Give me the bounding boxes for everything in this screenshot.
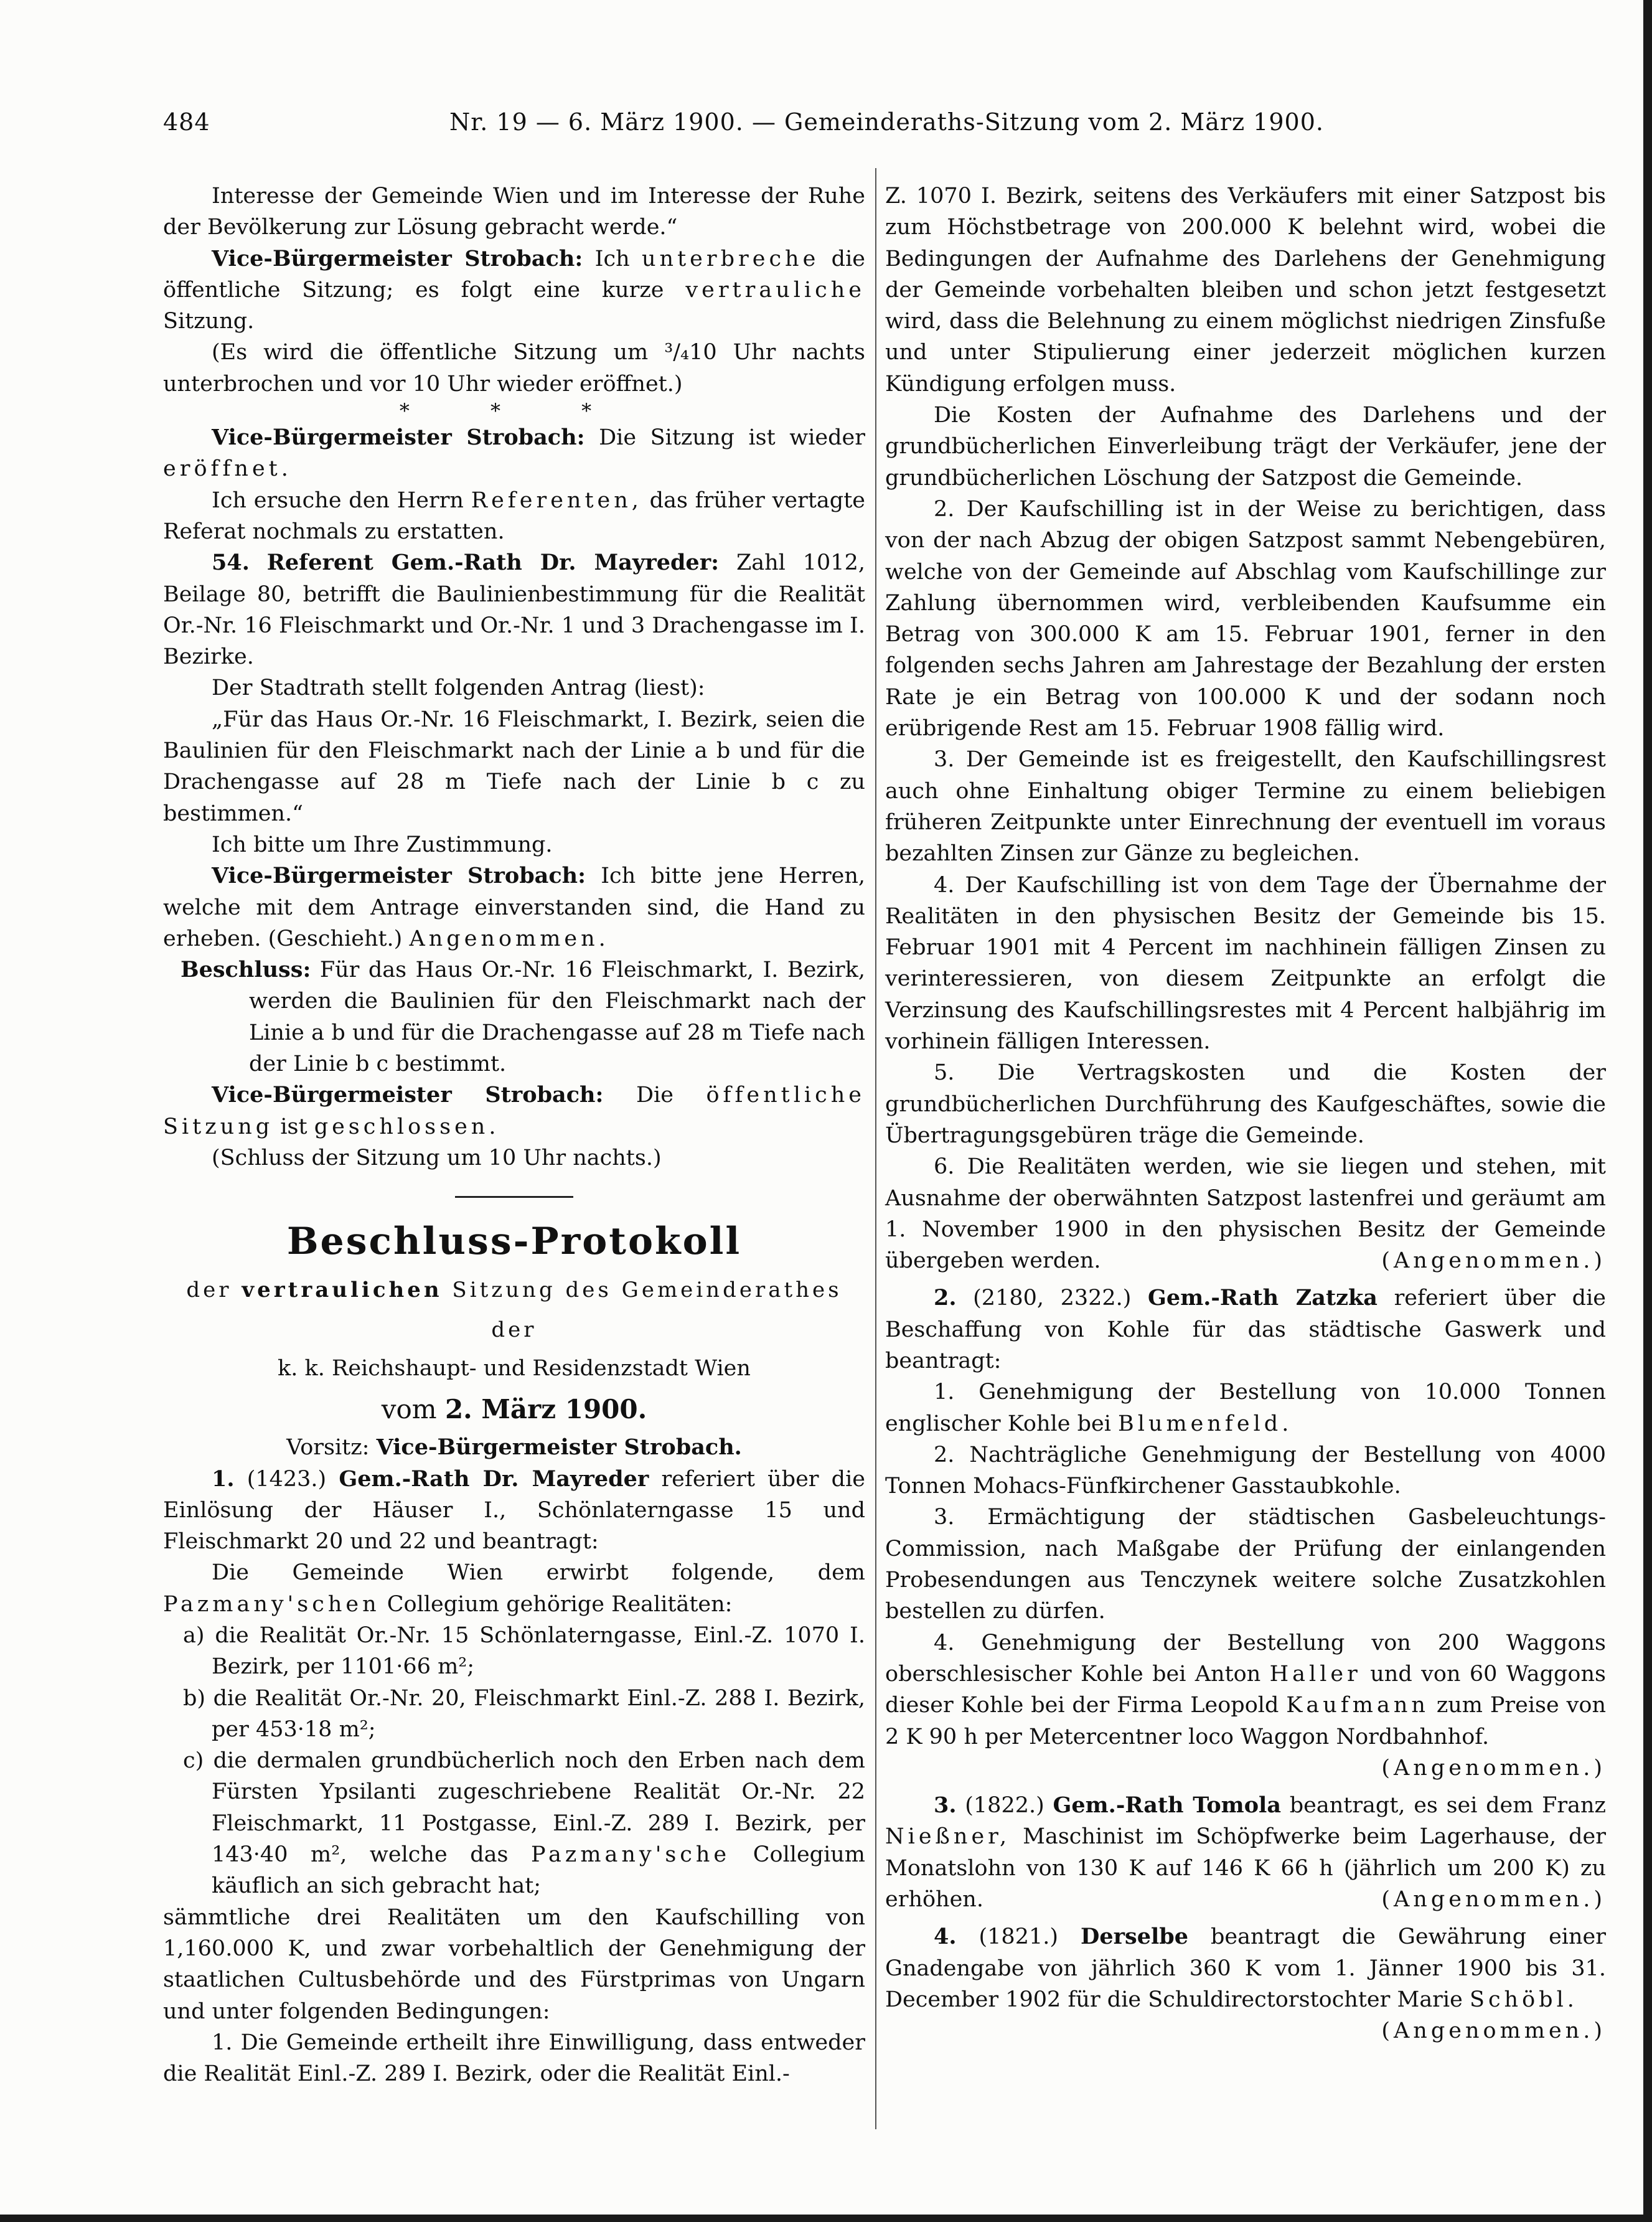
text: Ich bitte jene Herren, welche mit dem Antrage einverstanden sind, die Hand zu erheben. (Geschieht.): [163, 864, 865, 951]
running-header: [163, 100, 1324, 137]
spaced-text: Haller: [1269, 1661, 1361, 1687]
item-number: 1.: [212, 1466, 235, 1492]
paragraph: Ich bitte um Ihre Zustimmung.: [212, 832, 553, 857]
text: Sitzung.: [163, 309, 255, 334]
paragraph: 4. Der Kaufschilling ist von dem Tage der Übernahme der Realitäten in den physischen Besitz der Gemeinde bis 15. Februar 1901 mit 4 Percent im nachhinein fälligen Zinsen zu verinteressieren, von diesem Zeitpunkte an erfolgt die Verzinsung des Kaufschillingsrestes mit 4 Percent halbjährig im vorhinein fälligen Interessen.: [885, 872, 1606, 1055]
spaced-text: eröffnet.: [163, 456, 292, 482]
text: ist: [280, 1114, 307, 1139]
section-rule: [455, 1196, 573, 1198]
chair-line: [163, 1432, 865, 1463]
page-number: 484: [163, 108, 210, 136]
paragraph: [163, 860, 865, 954]
spaced-text: Referenten,: [471, 487, 642, 513]
paragraph: [885, 1627, 1606, 1753]
protocol-date: [163, 1387, 865, 1432]
resolution-paragraph: [163, 954, 865, 1080]
spaced-text: Kaufmann: [1286, 1693, 1429, 1718]
spaced-text: vertraulichen: [242, 1278, 443, 1303]
paragraph: 3. Der Gemeinde ist es freigestellt, den Kaufschillingsrest auch ohne Einhaltung obiger Termine zu einem beliebigen früheren Zeitpunkte unter Einrechnung der eventuell im voraus bezahlten Zinsen zur Gänze zu begleichen.: [885, 747, 1606, 867]
speaker: Vice-Bürgermeister Strobach:: [212, 863, 586, 889]
paragraph: „Für das Haus Or.-Nr. 16 Fleischmarkt, I. Bezirk, seien die Baulinien für den Fleischmarkt nach der Linie a b und für die Drachengasse auf 28 m Tiefe nach der Linie b c zu bestimmen.“: [163, 707, 865, 826]
agenda-item: [885, 1283, 1606, 1377]
paragraph: 2. Der Kaufschilling ist in der Weise zu berichtigen, dass von der nach Abzug der obigen Satzpost sammt Nebengebüren, welche von der Gemeinde auf Abschlag vom Kaufschillinge zur Zahlung übernommen wird, verbleibenden Kaufsumme ein Betrag von 300.000 K am 15. Februar 1901, ferner in den folgenden sechs Jahren am Jahrestage der Bezahlung der ersten Rate je ein Betrag von 100.000 K und der sodann noch erübrigende Rest am 15. Februar 1908 fällig wird.: [885, 496, 1606, 741]
text: 6. Die Realitäten werden, wie sie liegen und stehen, mit Ausnahme der oberwähnten Satzpost lastenfrei und geräumt am 1. November 1900 in den physischen Besitz der Gemeinde übergeben werden.: [885, 1154, 1606, 1274]
text: Vorsitz:: [286, 1435, 370, 1461]
speaker: Vice-Bürgermeister Strobach:: [212, 425, 585, 451]
text: Ich: [594, 246, 630, 271]
agenda-item: [885, 1921, 1606, 2015]
text: vom: [381, 1394, 437, 1425]
speaker: Vice-Bürgermeister Strobach:: [212, 1082, 604, 1108]
spaced-text: Blumenfeld.: [1118, 1411, 1293, 1436]
result-label: (Angenommen.): [1381, 2018, 1606, 2044]
right-column: [885, 181, 1606, 2047]
spaced-text: Angenommen.: [409, 926, 609, 951]
result-label: (Angenommen.): [1381, 1248, 1606, 1274]
text: Maschinist im Schöpfwerke beim Lagerhause, der Monatslohn von 130 K auf 146 K 66 h (jährlich um 200 K) zu erhöhen.: [885, 1824, 1606, 1913]
section-stars: * * *: [399, 399, 629, 423]
item-ref: (1423.): [246, 1466, 327, 1492]
text: und von 60 Waggons dieser Kohle bei der Firma Leopold: [885, 1661, 1606, 1718]
item-number: 3.: [934, 1792, 957, 1819]
paragraph: (Es wird die öffentliche Sitzung um ³/₄10 Uhr nachts unterbrochen und vor 10 Uhr wieder eröffnet.): [163, 340, 865, 397]
paragraph: [885, 1151, 1606, 1276]
result-label: (Angenommen.): [1381, 1755, 1606, 1781]
spaced-text: Schöbl.: [1469, 1987, 1578, 2012]
spacer: [885, 1276, 1606, 1283]
item-number: 2.: [934, 1285, 957, 1311]
result-label: (Angenommen.): [1381, 1887, 1606, 1913]
speaker: Vice-Bürgermeister Strobach:: [212, 245, 583, 271]
paragraph: [885, 2015, 1606, 2046]
text: referiert über die Einlösung der Häuser I., Schönlaterngasse 15 und Fleischmarkt 20 und 22 und beantragt:: [163, 1466, 865, 1555]
spaced-text: öffentliche Sitzung: [163, 1083, 865, 1139]
paragraph: [163, 243, 865, 337]
list-item: b) die Realität Or.-Nr. 20, Fleischmarkt Einl.-Z. 288 I. Bezirk, per 453·18 m²;: [183, 1685, 865, 1742]
item-ref: (1822.): [965, 1793, 1044, 1819]
left-column: [163, 181, 865, 2089]
list-item: [163, 1745, 865, 1901]
text: Collegium gehörige Realitäten:: [387, 1591, 733, 1617]
text: c) die dermalen grundbücherlich noch den Erben nach dem Fürsten Ypsilanti zugeschriebene Realität Or.-Nr. 22 Fleischmarkt, 11 Postgasse, Einl.-Z. 289 I. Bezirk, per 143·40 m², welche das: [183, 1748, 865, 1868]
chair-name: Vice-Bürgermeister Strobach.: [376, 1434, 742, 1461]
running-title: Nr. 19 — 6. März 1900. — Gemeinderaths-Sitzung vom 2. März 1900.: [449, 108, 1324, 136]
spaced-text: vertrauliche: [685, 277, 865, 303]
paragraph: Die Kosten der Aufnahme des Darlehens und der grundbücherlichen Einverleibung trägt der Verkäufer, jene der grundbücherlichen Löschung der Satzpost die Gemeinde.: [885, 403, 1606, 491]
speaker: Referent Gem.-Rath Dr. Mayreder:: [266, 550, 720, 576]
paragraph: [163, 485, 865, 548]
paragraph: 2. Nachträgliche Genehmigung der Bestellung von 4000 Tonnen Mohacs-Fünfkirchener Gasstaubkohle.: [885, 1442, 1606, 1499]
text: Die Gemeinde Wien erwirbt folgende, dem: [212, 1560, 865, 1586]
text: Sitzung des Gemeinderathes der: [452, 1278, 842, 1343]
text: 4. Genehmigung der Bestellung von 200 Waggons oberschlesischer Kohle bei Anton: [885, 1630, 1606, 1687]
spaced-text: Nießner,: [885, 1824, 1011, 1850]
spaced-text: unterbreche: [642, 246, 820, 271]
paragraph: Interesse der Gemeinde Wien und im Interesse der Ruhe der Bevölkerung zur Lösung gebracht werde.“: [163, 184, 865, 240]
speaker: Gem.-Rath Zatzka: [1148, 1285, 1377, 1311]
spaced-text: geschlossen.: [314, 1114, 500, 1139]
paragraph: sämmtliche drei Realitäten um den Kaufschilling von 1,160.000 K, und zwar vorbehaltlich der Genehmigung der staatlichen Cultusbehörde und des Fürstprimas von Ungarn und unter folgenden Bedingungen:: [163, 1904, 865, 2024]
text: Die: [636, 1083, 673, 1108]
paragraph: [163, 422, 865, 485]
agenda-item: [885, 1790, 1606, 1915]
text: der: [186, 1278, 232, 1303]
paragraph: 5. Die Vertragskosten und die Kosten der grundbücherlichen Durchführung des Kaufgeschäftes, sowie die Übertragungsgebüren träge die Gemeinde.: [885, 1060, 1606, 1148]
text: 1. Genehmigung der Bestellung von 10.000 Tonnen englischer Kohle bei: [885, 1380, 1606, 1436]
item-ref: (2180, 2322.): [973, 1286, 1132, 1311]
text: beantragt, es sei dem Franz: [1289, 1793, 1606, 1819]
text: referiert über die Beschaffung von Kohle für das städtische Gaswerk und beantragt:: [885, 1286, 1606, 1373]
text: Für das Haus Or.-Nr. 16 Fleischmarkt, I. Bezirk, werden die Baulinien für den Fleischmarkt nach der Linie a b und für die Drachengasse auf 28 m Tiefe nach der Linie b c bestimmt.: [249, 958, 865, 1077]
speaker: Gem.-Rath Tomola: [1053, 1792, 1282, 1819]
list-item: a) die Realität Or.-Nr. 15 Schönlaterngasse, Einl.-Z. 1070 I. Bezirk, per 1101·66 m²;: [183, 1622, 865, 1680]
protocol-title: Beschluss-Protokoll: [286, 1220, 742, 1264]
paragraph: 1. Die Gemeinde ertheilt ihre Einwilligung, dass entweder die Realität Einl.-Z. 289 I. Bezirk, oder die Realität Einl.-: [163, 2030, 865, 2087]
spaced-text: Pazmany'schen: [163, 1591, 380, 1617]
paragraph: [163, 1557, 865, 1620]
paragraph: [163, 1080, 865, 1142]
item-ref: (1821.): [979, 1924, 1059, 1950]
resolution-label: Beschluss:: [181, 957, 311, 983]
text: Die Sitzung ist wieder: [599, 425, 865, 451]
speaker: Derselbe: [1080, 1924, 1189, 1950]
item-number: 4.: [934, 1924, 957, 1950]
text: Collegium käuflich an sich gebracht hat;: [212, 1842, 865, 1899]
text: Zahl 1012, Beilage 80, betrifft die Baulinienbestimmung für die Realität Or.-Nr. 16 Fleischmarkt und Or.-Nr. 1 und 3 Drachengasse im I. Bezirke.: [163, 550, 865, 670]
text: das früher vertagte Referat nochmals zu erstatten.: [163, 487, 865, 544]
paragraph: [163, 547, 865, 672]
paragraph: Z. 1070 I. Bezirk, seitens des Verkäufers mit einer Satzpost bis zum Höchstbetrage von 200.000 K belehnt wird, wobei die Bedingungen der Aufnahme des Darlehens der Genehmigung der Gemeinde vorbehalten bleiben und schon jetzt festgesetzt wird, dass die Belehnung zu einem möglichst niedrigen Zinsfuße und unter Stipulierung einer jederzeit möglichen kurzen Kündigung erfolgen muss.: [885, 184, 1606, 397]
spacer: [885, 1915, 1606, 1921]
speaker: Gem.-Rath Dr. Mayreder: [339, 1466, 649, 1492]
spacer: [885, 1784, 1606, 1790]
text: beantragt die Gewährung einer Gnadengabe von jährlich 360 K vom 1. Jänner 1900 bis 31. December 1902 für die Schuldirectorstochter Marie: [885, 1924, 1606, 2012]
spaced-text: Pazmany'sche: [531, 1842, 731, 1868]
item-number: 54.: [212, 550, 250, 576]
paragraph: (Schluss der Sitzung um 10 Uhr nachts.): [212, 1145, 662, 1170]
paragraph: Der Stadtrath stellt folgenden Antrag (liest):: [212, 676, 705, 701]
paragraph: 3. Ermächtigung der städtischen Gasbeleuchtungs-Commission, nach Maßgabe der Prüfung der einlangenden Probesendungen aus Tenczynek weitere solche Zusatzkohlen bestellen zu dürfen.: [885, 1505, 1606, 1624]
text: Ich ersuche den Herrn: [212, 487, 464, 513]
agenda-item: [163, 1464, 865, 1558]
text: die öffentliche Sitzung; es folgt eine kurze: [163, 246, 865, 303]
paragraph: [885, 1377, 1606, 1439]
protocol-subtitle: [163, 1270, 865, 1350]
paragraph: [885, 1753, 1606, 1784]
text: zum Preise von 2 K 90 h per Metercentner loco Waggon Nordbahnhof.: [885, 1693, 1606, 1749]
date-text: 2. März 1900.: [444, 1394, 647, 1425]
column-divider: [875, 168, 876, 2129]
protocol-subtitle-2: k. k. Reichshaupt- und Residenzstadt Wien: [278, 1356, 751, 1382]
